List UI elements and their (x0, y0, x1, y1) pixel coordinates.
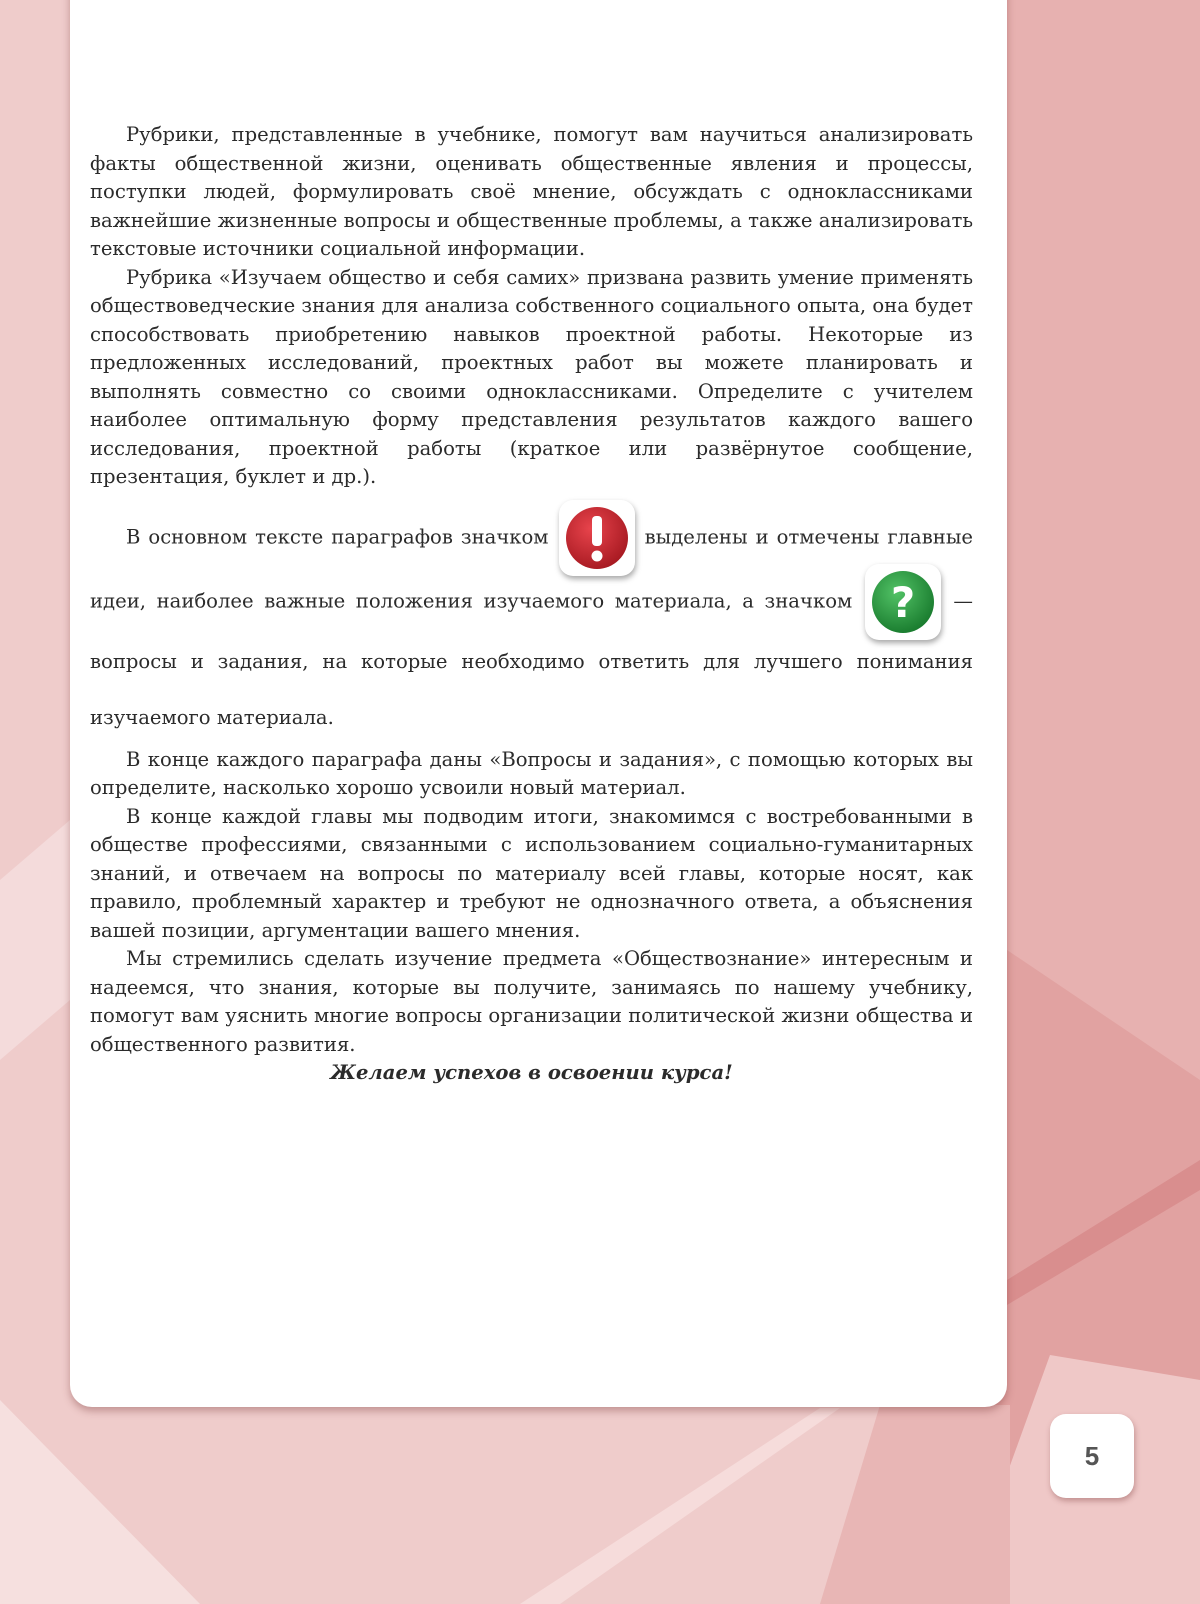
icons-text-part2: выделены и отмечены главные идеи, наиболее важные положения изучаемого материала, а значком (90, 525, 974, 612)
body-text (90, 121, 973, 1088)
page-number-value: 5 (1084, 1440, 1100, 1471)
paragraph-rubrics: Рубрики, представленные в учебнике, помогут вам научиться анализировать факты общественной жизни, оценивать общественные явления и процессы, поступки людей, формулировать своё мнение, обсуждать с одноклассниками важнейшие жизненные вопросы и общественные проблемы, а также анализировать текстовые источники социальной информации. (90, 123, 973, 260)
paragraph-questions: В конце каждого параграфа даны «Вопросы и задания», с помощью которых вы определите, насколько хорошо усвоили новый материал. (90, 747, 973, 799)
page-number (1050, 1414, 1134, 1498)
question-mark-icon (865, 564, 941, 640)
svg-text:?: ? (890, 577, 916, 627)
paragraph-icons (90, 506, 973, 746)
paragraph-chapter-end: В конце каждой главы мы подводим итоги, знакомимся с востребованными в обществе профессиями, связанными с использованием социально-гуманитарных знаний, и отвечаем на вопросы по материалу всей главы, которые носят, как правило, проблемный характер и требуют не однозначного ответа, а объяснения вашей позиции, аргументации вашего мнения. (90, 804, 973, 942)
icons-text-part3: — вопросы и задания, на которые необходимо ответить для лучшего понимания изучаемого материала. (90, 589, 974, 729)
icons-text-part1: В основном тексте параграфов значком (126, 525, 549, 548)
paragraph-rubric-study: Рубрика «Изучаем общество и себя самих» призвана развить умение применять обществоведческие знания для анализа собственного социального опыта, она будет способствовать приобретению навыков проектной работы. Некоторые из предложенных исследований, проектных работ вы можете планировать и выполнять совместно со своими одноклассниками. Определите с учителем наиболее оптимальную форму представления результатов каждого вашего исследования, проектной работы (краткое или развёрнутое сообщение, презентация, буклет и др.). (90, 265, 973, 488)
closing-wish: Желаем успехов в освоении курса! (330, 1061, 733, 1084)
paragraph-goal: Мы стремились сделать изучение предмета «Обществознание» интересным и надеемся, что знания, которые вы получите, занимаясь по нашему учебнику, помогут вам уяснить многие вопросы организации политической жизни общества и общественного развития. (90, 947, 973, 1056)
exclamation-icon (559, 500, 635, 576)
